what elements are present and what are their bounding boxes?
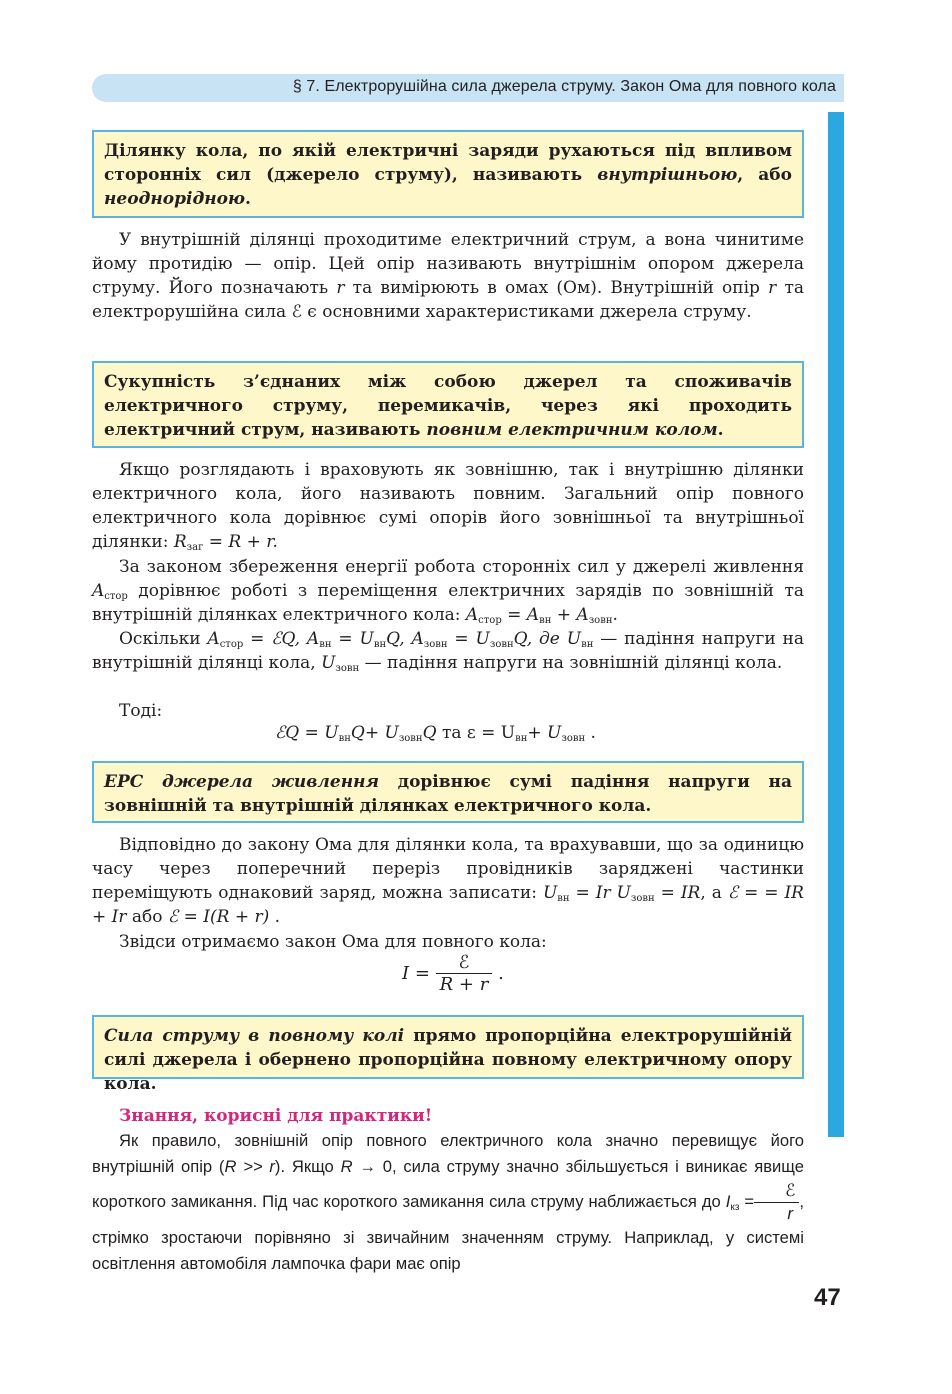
text-fragment: = R + r. (203, 532, 278, 552)
text-fragment: A (207, 629, 220, 649)
text-fragment: = U (331, 629, 374, 649)
side-accent-bar (828, 112, 844, 1137)
text-fragment: є основними характеристиками джерела струму. (301, 302, 752, 322)
text-fragment: = IR (654, 883, 701, 903)
text-fragment: ℰ = I(R + r) (167, 907, 270, 927)
text-fragment: = U (447, 629, 490, 649)
text-fragment: ℰ (436, 952, 493, 974)
text-fragment: повним електричним колом (426, 420, 718, 440)
text-fragment: Q, A (386, 629, 424, 649)
text-fragment: A (92, 581, 105, 601)
text-fragment: зовн (561, 733, 586, 744)
paragraph-internal-resistance (92, 228, 804, 324)
text-fragment: ). Якщо (274, 1157, 341, 1176)
text-fragment: , або (737, 165, 792, 185)
text-fragment: За законом збереження енергії робота сторонніх сил у джерелі живлення (119, 557, 804, 577)
text-fragment: R >> r (224, 1157, 275, 1176)
text-fragment: дорівнює роботі з переміщення електричних зарядів по зовнішній та внутрішній ділянках електричного кола: (92, 581, 804, 625)
definition-box-current (92, 1015, 804, 1094)
paragraph-full-circuit (92, 458, 804, 554)
paragraph-then: Тоді: (119, 701, 163, 721)
text-fragment: . (498, 963, 504, 984)
text-fragment: . (245, 189, 251, 209)
text-fragment: r (336, 278, 345, 298)
text-fragment: r (787, 1204, 794, 1223)
text-fragment: Оскільки (119, 629, 208, 649)
text-fragment: вн (338, 733, 351, 744)
text-fragment: прямо пропорційна електрорушійній силі джерела і обернено пропорційна повному електричному опору кола. (104, 1026, 792, 1094)
text-fragment: Відповідно до закону Ома для ділянки кола, та врахувавши, що за одиницю часу через поперечний переріз провідників заряджені частинки переміщують однаковий заряд, можна записати: (92, 835, 804, 903)
paragraph-ohms-law-derivation (92, 833, 804, 929)
text-fragment: ℰ = = IR + Ir (92, 883, 804, 927)
text-fragment: r (768, 278, 777, 298)
text-fragment: дорівнює сумі падіння напруги на зовнішній та внутрішній ділянках електричного кола. (104, 772, 792, 816)
text-fragment: . (269, 907, 281, 927)
text-fragment: U (321, 653, 336, 673)
text-fragment: Сила струму в повному колі (104, 1026, 405, 1046)
practical-knowledge-title: Знання, корисні для практики! (119, 1106, 433, 1126)
text-fragment: вн (557, 893, 570, 904)
text-fragment: . (585, 723, 596, 743)
text-fragment: кз (730, 1201, 740, 1213)
text-fragment: неоднорідною (104, 189, 246, 209)
page-number: 47 (814, 1284, 841, 1311)
text-fragment: вн (581, 639, 594, 650)
formula-ohms-law-full-circuit (402, 952, 504, 1008)
text-fragment: . (717, 420, 724, 440)
text-fragment: , стрімко зростаючи порівняно зі звичайним значенням струму. Наприклад, у системі освітлення автомобіля лампочка фари має опір (92, 1191, 804, 1273)
text-fragment: стор (219, 639, 244, 650)
definition-box-inner-section (92, 130, 804, 218)
text-fragment: вн (373, 639, 387, 650)
text-fragment: Q, де U (513, 629, 582, 649)
text-fragment: заг (186, 542, 204, 553)
text-fragment: + A (551, 605, 589, 625)
paragraph-short-circuit (92, 1128, 804, 1277)
text-fragment: = Ir U (569, 883, 631, 903)
text-fragment: ε = U (466, 723, 516, 743)
text-fragment: вн (539, 615, 552, 626)
text-fragment: I = (402, 963, 430, 984)
paragraph-energy-conservation (92, 555, 804, 627)
text-fragment: R (173, 532, 187, 552)
text-fragment: або (126, 907, 168, 927)
text-fragment: та (436, 723, 467, 743)
text-fragment: зовн (489, 639, 514, 650)
text-fragment: — падіння напруги на зовнішній ділянці кола. (359, 653, 783, 673)
text-fragment: ℰ (291, 302, 302, 322)
chapter-header: § 7. Електрорушійна сила джерела струму. Закон Ома для повного кола (292, 78, 836, 95)
text-fragment: Q (422, 723, 437, 743)
text-fragment: R + r (439, 974, 489, 995)
text-fragment: Якщо розглядають і враховують як зовнішню, так і внутрішню ділянки електричного кола, його називають повним. Загальний опір повного електричного кола дорівнює сумі опорів його зовнішньої та внутрішньої ділянки: (92, 460, 804, 552)
text-fragment: зовн (398, 733, 423, 744)
text-fragment: вн (319, 639, 332, 650)
text-fragment: стор (478, 615, 502, 626)
text-fragment: Q+ U (350, 723, 399, 743)
text-fragment: ЕРС джерела живлення (104, 772, 380, 792)
text-fragment: = (739, 1191, 755, 1211)
definition-box-full-circuit (92, 361, 804, 448)
text-fragment: R (340, 1157, 353, 1176)
text-fragment: У внутрішній ділянці проходитиме електричний струм, а вона чинитиме йому протидію — опір. Цей опір називають внутрішнім опором джерела струму. Його позначають (92, 230, 804, 298)
text-fragment: → 0, сила струму значно збільшується і виникає явище короткого замикання. Під час короткого замикання сила струму наближається до (92, 1157, 804, 1211)
text-fragment: зовн (423, 639, 448, 650)
text-fragment: I (725, 1191, 731, 1211)
paragraph-hence: Звідси отримаємо закон Ома для повного кола: (119, 932, 547, 952)
text-fragment: Як правило, зовнішній опір повного електричного кола значно перевищує його внутрішній опір ( (92, 1131, 804, 1176)
text-fragment: Ділянку кола, по якій електричні заряди рухаються під впливом сторонніх сил (джерело струму), називають (104, 141, 792, 185)
text-fragment: U (542, 883, 558, 903)
text-fragment: ℰ (754, 1180, 799, 1203)
formula-emf-sum (275, 721, 596, 745)
text-fragment: + U (527, 723, 562, 743)
text-fragment: = ℰQ, A (243, 629, 320, 649)
paragraph-voltage-drops (92, 627, 804, 675)
text-fragment: вн (515, 733, 528, 744)
text-fragment: та електрорушійна сила (92, 278, 804, 322)
text-fragment: зовн (630, 893, 655, 904)
text-fragment: Сукупність з’єднаних між собою джерел та споживачів електричного струму, перемикачів, через які проходить електричний струм, називають (104, 372, 792, 440)
text-fragment: стор (104, 591, 128, 602)
text-fragment: — падіння напруги на внутрішній ділянці кола, (92, 629, 804, 673)
text-fragment: . (612, 605, 618, 625)
text-fragment: = A (501, 605, 540, 625)
definition-box-emf (92, 761, 804, 823)
text-fragment: , а (700, 883, 728, 903)
text-fragment: зовн (335, 663, 360, 674)
text-fragment: зовн (588, 615, 613, 626)
text-fragment: внутрішньою (597, 165, 738, 185)
text-fragment: ℰQ = U (275, 723, 339, 743)
text-fragment: A (465, 605, 479, 625)
text-fragment: та вимірюють в омах (Ом). Внутрішній опір (344, 278, 769, 298)
